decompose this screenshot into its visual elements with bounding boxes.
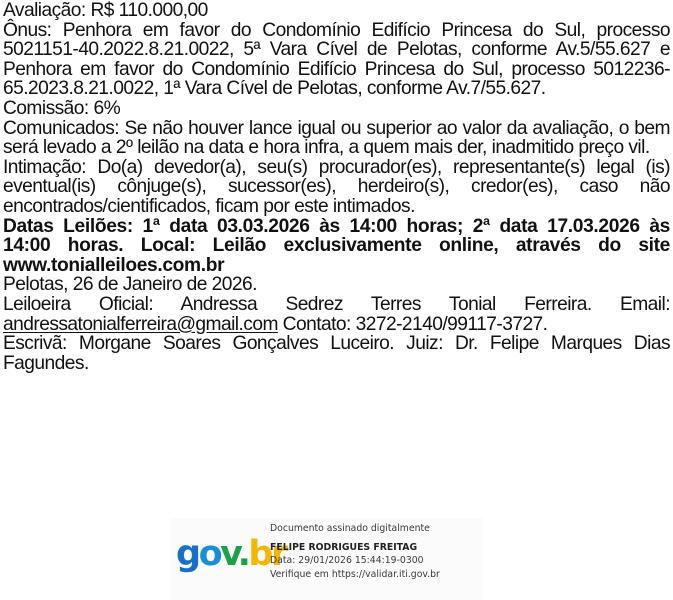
auctioneer-contact-text: Contato: 3272-2140/99117-3727. xyxy=(277,313,548,335)
place-date-paragraph: Pelotas, 26 de Janeiro de 2026. xyxy=(3,274,257,296)
intimacao-paragraph: Intimação: Do(a) devedor(a), seu(s) procurador(es), representante(s) legal (is) eventual(is) cônjuge(s), sucessor(es), herdeiro(s), credor(es), caso não encontrados/cientificados, ficam por este intimados. xyxy=(3,156,670,217)
signature-details xyxy=(270,522,440,581)
auction-dates-paragraph: Datas Leilões: 1ª data 03.03.2026 às 14:00 horas; 2ª data 17.03.2026 às 14:00 horas. Local: Leilão exclusivamente online, através do site www.tonialleiloes.com.br xyxy=(3,215,670,276)
govbr-logo-r: r xyxy=(270,534,286,574)
signature-date: Data: 29/01/2026 15:44:19-0300 xyxy=(270,555,424,566)
govbr-logo-dot: . xyxy=(237,534,249,574)
legal-notice-document xyxy=(3,1,670,373)
clerk-judge-paragraph: Escrivã: Morgane Soares Gonçalves Luceiro. Juiz: Dr. Felipe Marques Dias Fagundes. xyxy=(3,333,670,374)
govbr-logo-b: b xyxy=(248,534,271,574)
comissao-paragraph: Comissão: 6% xyxy=(3,97,121,119)
govbr-logo-g: g xyxy=(176,534,199,574)
signature-title: Documento assinado digitalmente xyxy=(270,523,430,534)
avaliacao-paragraph: Avaliação: R$ 110.000,00 xyxy=(3,0,208,21)
govbr-logo-v: v xyxy=(220,534,238,574)
auctioneer-email-link[interactable]: andressatonialferreira@gmail.com xyxy=(3,313,278,335)
digital-signature-stamp xyxy=(170,518,483,600)
signature-verify-url[interactable]: Verifique em https://validar.iti.gov.br xyxy=(270,568,440,580)
signer-name: FELIPE RODRIGUES FREITAG xyxy=(270,541,418,553)
auctioneer-paragraph xyxy=(3,295,670,334)
govbr-logo-o: o xyxy=(198,534,221,574)
onus-paragraph: Ônus: Penhora em favor do Condomínio Edifício Princesa do Sul, processo 5021151-40.2022.8.21.0022, 5ª Vara Cível de Pelotas, conforme Av.5/55.627 e Penhora em favor do Condomínio Edifício Princesa do Sul, processo 5012236-65.2023.8.21.0022, 1ª Vara Cível de Pelotas, conforme Av.7/55.627. xyxy=(3,19,670,100)
comunicados-paragraph: Comunicados: Se não houver lance igual ou superior ao valor da avaliação, o bem será levado a 2º leilão na data e hora infra, a quem mais der, inadmitido preço vil. xyxy=(3,117,670,159)
auctioneer-name-text: Leiloeira Oficial: Andressa Sedrez Terres Tonial Ferreira. Email: xyxy=(3,293,670,315)
